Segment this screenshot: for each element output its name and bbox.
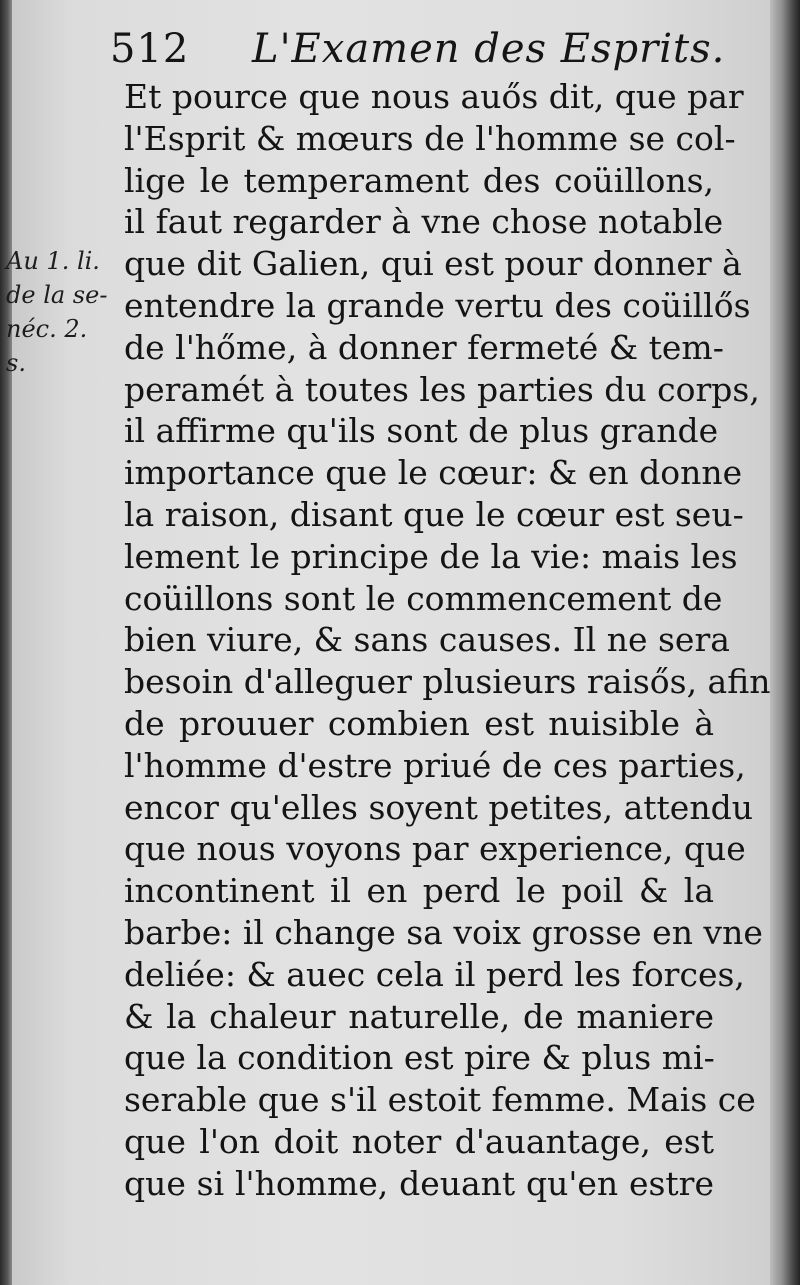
text-line: peramét à toutes les parties du corps, <box>124 369 760 409</box>
text-line: que dit Galien, qui est pour donner à <box>124 244 742 284</box>
page-number: 512 <box>110 26 190 72</box>
text-line: l'Esprit & mœurs de l'homme se col- <box>124 118 736 158</box>
text-line: de prouuer combien est nuisible à <box>124 703 714 743</box>
text-line: incontinent il en perd le poil & la <box>124 871 714 911</box>
text-line: bien viure, & sans causes. Il ne sera <box>124 620 730 660</box>
text-line: coüillons sont le commencement de <box>124 578 723 618</box>
text-line: il affirme qu'ils sont de plus grande <box>124 411 719 451</box>
text-line: l'homme d'estre priué de ces parties, <box>124 745 746 785</box>
text-line: que si l'homme, deuant qu'en estre <box>124 1163 714 1203</box>
text-line: encor qu'elles soyent petites, attendu <box>124 787 753 827</box>
text-line: que la condition est pire & plus mi- <box>124 1038 715 1078</box>
margin-note-line: de la se- <box>6 281 108 309</box>
text-line: serable que s'il estoit femme. Mais ce <box>124 1080 756 1120</box>
margin-note-line: Au 1. li. <box>6 247 100 275</box>
text-line: lige le temperament des coüillons, <box>124 160 714 200</box>
text-line: la raison, disant que le cœur est seu- <box>124 494 744 534</box>
text-line: que l'on doit noter d'auantage, est <box>124 1121 714 1161</box>
fore-edge <box>770 0 800 1285</box>
text-line: lement le principe de la vie: mais les <box>124 536 738 576</box>
margin-note <box>6 244 110 380</box>
page-header <box>110 22 730 78</box>
body-text <box>124 76 771 1205</box>
text-line: de l'hőme, à donner fermeté & tem- <box>124 327 724 367</box>
text-line: besoin d'alleguer plusieurs raisős, afin <box>124 662 771 702</box>
text-line: barbe: il change sa voix grosse en vne <box>124 912 763 952</box>
text-line: entendre la grande vertu des coüillős <box>124 285 751 325</box>
margin-note-line: s. <box>6 349 26 377</box>
text-line: que nous voyons par experience, que <box>124 829 746 869</box>
margin-note-line: néc. 2. <box>6 315 88 343</box>
text-line: & la chaleur naturelle, de maniere <box>124 996 714 1036</box>
text-line: deliée: & auec cela il perd les forces, <box>124 954 745 994</box>
text-line: importance que le cœur: & en donne <box>124 453 743 493</box>
running-head: L'Examen des Esprits. <box>252 26 726 72</box>
binding-edge <box>0 0 12 1285</box>
text-line: il faut regarder à vne chose notable <box>124 202 724 242</box>
text-line: Et pource que nous auős dit, que par <box>124 77 744 116</box>
